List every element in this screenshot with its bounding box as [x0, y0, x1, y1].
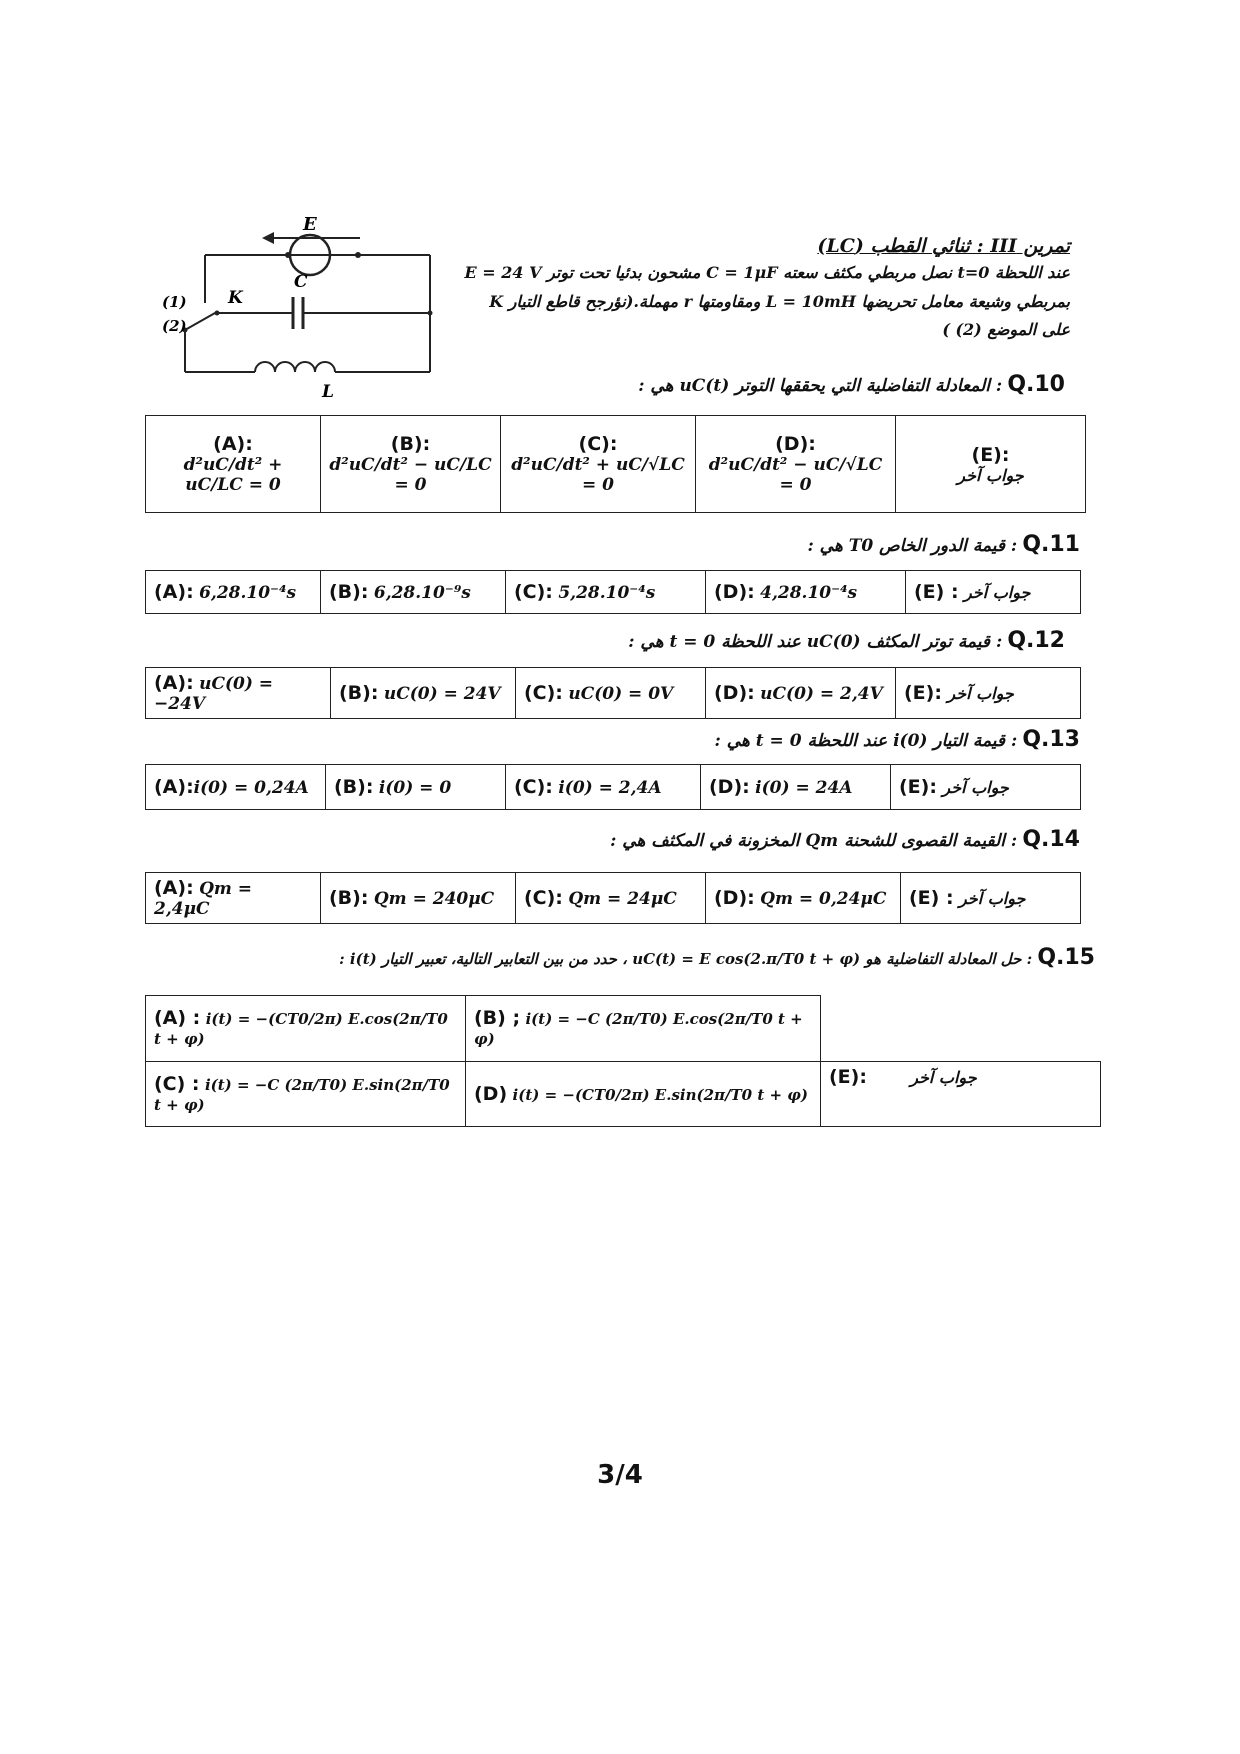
option-e[interactable]: (E): جواب آخر — [821, 1061, 1101, 1127]
question-text: : القيمة القصوى للشحنة Qm المخزونة في المكثف هي : — [610, 831, 1018, 851]
circuit-label-pos2: (2) — [162, 317, 187, 335]
question-label: Q.13 — [1022, 727, 1080, 752]
option-c[interactable]: (C): uC(0) = 0V — [516, 668, 706, 719]
exercise-text-line3: على الموضع (2) ) — [942, 320, 1070, 339]
option-b[interactable]: (B): i(0) = 0 — [326, 765, 506, 810]
option-c[interactable]: (C): Qm = 24μC — [516, 873, 706, 924]
options-q13 — [145, 764, 1081, 810]
question-text: : قيمة الدور الخاص T0 هي : — [807, 536, 1018, 556]
options-q15 — [145, 995, 1101, 1127]
question-q14 — [440, 827, 1080, 852]
question-q13 — [440, 727, 1080, 752]
options-q12 — [145, 667, 1081, 719]
option-a[interactable]: (A): 6,28.10⁻⁴s — [146, 571, 321, 614]
option-a[interactable]: (A): d²uC/dt² + uC/LC = 0 — [146, 416, 321, 513]
option-d[interactable]: (D): i(0) = 24A — [701, 765, 891, 810]
option-a[interactable]: (A): uC(0) = −24V — [146, 668, 331, 719]
question-q10 — [440, 372, 1065, 397]
option-c[interactable]: (C): i(0) = 2,4A — [506, 765, 701, 810]
option-d[interactable]: (D): Qm = 0,24μC — [706, 873, 901, 924]
question-q15 — [300, 945, 1095, 970]
option-b[interactable]: (B): Qm = 240μC — [321, 873, 516, 924]
option-a[interactable]: (A):i(0) = 0,24A — [146, 765, 326, 810]
option-b[interactable]: (B) ; i(t) = −C (2π/T0) E.cos(2π/T0 t + φ) — [466, 996, 821, 1062]
option-e[interactable]: (E): جواب آخر — [896, 416, 1086, 513]
circuit-label-k: K — [228, 288, 243, 308]
circuit-label-l: L — [322, 382, 334, 400]
question-text: : قيمة توتر المكثف uC(0) عند اللحظة t = 0 هي : — [628, 632, 1003, 652]
question-text: : حل المعادلة التفاضلية هو uC(t) = E cos(2.π/T0 t + φ) ، حدد من بين التعابير التالية، تعبير التيار i(t) : — [339, 950, 1033, 968]
option-b[interactable]: (B): 6,28.10⁻⁹s — [321, 571, 506, 614]
question-label: Q.11 — [1022, 532, 1080, 557]
options-q14 — [145, 872, 1081, 924]
option-d[interactable]: (D) i(t) = −(CT0/2π) E.sin(2π/T0 t + φ) — [466, 1061, 821, 1127]
question-label: Q.15 — [1037, 945, 1095, 970]
circuit-label-e: E — [303, 214, 317, 235]
option-a[interactable]: (A): Qm = 2,4μC — [146, 873, 321, 924]
option-d[interactable]: (D): uC(0) = 2,4V — [706, 668, 896, 719]
question-q11 — [440, 532, 1080, 557]
question-text: : المعادلة التفاضلية التي يحققها التوتر uC(t) هي : — [638, 376, 1003, 396]
question-label: Q.14 — [1022, 827, 1080, 852]
exercise-text-line1: عند اللحظة t=0 نصل مربطي مكثف سعته C = 1μF مشحون بدئيا تحت توتر E = 24 V — [464, 263, 1070, 282]
option-e[interactable]: (E): جواب آخر — [891, 765, 1081, 810]
option-a[interactable]: (A) : i(t) = −(CT0/2π) E.cos(2π/T0 t + φ) — [146, 996, 466, 1062]
exercise-title: تمرين III : ثنائي القطب (LC) — [817, 235, 1070, 257]
option-e[interactable]: (E): جواب آخر — [896, 668, 1081, 719]
option-d[interactable]: (D): d²uC/dt² − uC/√LC = 0 — [696, 416, 896, 513]
option-b[interactable]: (B): uC(0) = 24V — [331, 668, 516, 719]
options-q10 — [145, 415, 1086, 513]
option-c[interactable]: (C) : i(t) = −C (2π/T0) E.sin(2π/T0 t + φ) — [146, 1061, 466, 1127]
options-q11 — [145, 570, 1081, 614]
lc-circuit-diagram — [160, 205, 460, 400]
option-e[interactable]: (E) : جواب آخر — [901, 873, 1081, 924]
question-label: Q.10 — [1007, 372, 1065, 397]
option-d[interactable]: (D): 4,28.10⁻⁴s — [706, 571, 906, 614]
option-c[interactable]: (C): d²uC/dt² + uC/√LC = 0 — [501, 416, 696, 513]
page-number: 3/4 — [597, 1460, 643, 1490]
option-c[interactable]: (C): 5,28.10⁻⁴s — [506, 571, 706, 614]
question-label: Q.12 — [1007, 628, 1065, 653]
circuit-label-c: C — [294, 272, 308, 292]
option-e[interactable]: (E) : جواب آخر — [906, 571, 1081, 614]
question-q12 — [440, 628, 1065, 653]
empty-cell — [821, 996, 1101, 1062]
circuit-label-pos1: (1) — [162, 293, 187, 311]
exercise-text-line2: بمربطي وشيعة معامل تحريضها L = 10mH ومقاومتها r مهملة.(نؤرجح قاطع التيار K — [489, 292, 1070, 311]
option-b[interactable]: (B): d²uC/dt² − uC/LC = 0 — [321, 416, 501, 513]
question-text: : قيمة التيار i(0) عند اللحظة t = 0 هي : — [714, 731, 1018, 751]
